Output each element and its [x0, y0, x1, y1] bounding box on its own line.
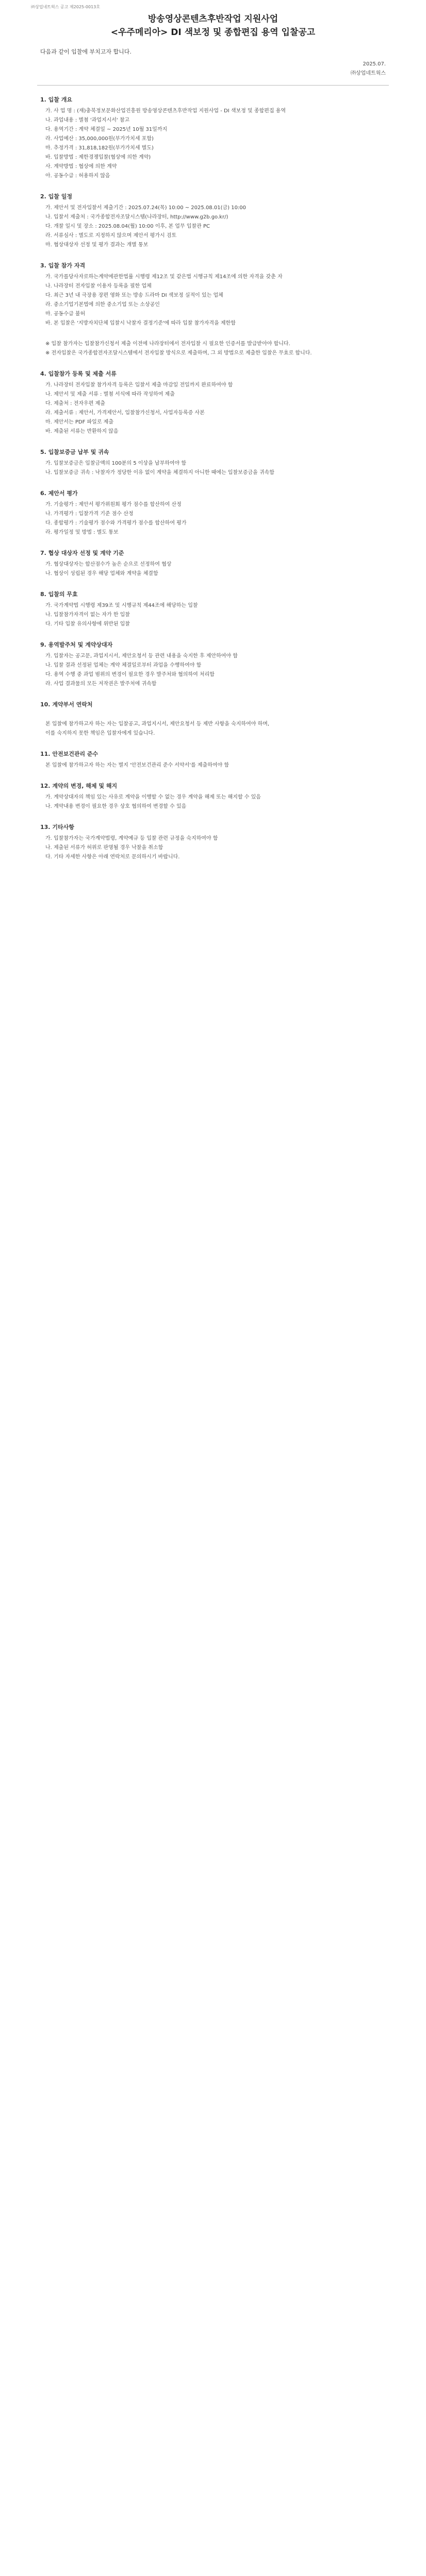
section: [40, 369, 386, 436]
section-line: 다. 용역기간 : 계약 체결일 ~ 2025년 10월 31일까지: [45, 127, 168, 132]
section-heading: 5. 입찰보증금 납부 및 귀속: [40, 449, 109, 455]
section-heading: 11. 안전보건관리 준수: [40, 751, 99, 757]
section: [40, 590, 386, 629]
section: [40, 782, 386, 811]
sections-container: [40, 95, 386, 873]
section-heading: 9. 용역발주처 및 계약상대자: [40, 641, 113, 648]
section-line: 마. 공동수급 불허: [45, 311, 86, 317]
section-line: 가. 입찰자는 공고문, 과업지시서, 제안요청서 등 관련 내용을 숙지한 후 제안하여야 함: [45, 653, 238, 659]
section: [40, 448, 386, 478]
section: [40, 640, 386, 689]
section-heading: 4. 입찰참가 등록 및 제출 서류: [40, 370, 117, 377]
section: [40, 700, 386, 708]
section: [40, 95, 386, 181]
section-line: 나. 과업내용 : 별첨 '과업지시서' 참고: [45, 117, 130, 123]
section-line: 사. 계약방법 : 협상에 의한 계약: [45, 164, 117, 170]
section: [40, 340, 386, 358]
section-line: 다. 기타 입찰 유의사항에 위반된 입찰: [45, 621, 130, 627]
section-line: 나. 입찰참가자격이 없는 자가 한 입찰: [45, 612, 130, 618]
title-line-1: 방송영상콘텐츠후반작업 지원사업: [148, 14, 278, 24]
intro-text: 다음과 같이 입찰에 부치고자 합니다.: [40, 48, 132, 55]
section-line: 라. 사업 결과물의 모든 저작권은 발주처에 귀속함: [45, 681, 157, 687]
section: [40, 489, 386, 537]
section-line: 다. 제출처 : 전자우편 제출: [45, 401, 105, 406]
section-line: 라. 평가일정 및 방법 : 별도 통보: [45, 530, 119, 535]
section: [40, 549, 386, 579]
section-line: 가. 입찰참가자는 국가계약법령, 계약예규 등 입찰 관련 규정을 숙지하여야 함: [45, 836, 218, 841]
section-heading: 3. 입찰 참가 자격: [40, 262, 86, 269]
section-heading: 2. 입찰 일정: [40, 193, 72, 200]
section-line: 나. 가격평가 : 입찰가격 기준 점수 산정: [45, 511, 134, 517]
section-line: 마. 제안서는 PDF 파일로 제출: [45, 419, 113, 425]
section-line: 바. 입찰방법 : 제한경쟁입찰(협상에 의한 계약): [45, 155, 151, 160]
section-heading: 8. 입찰의 무효: [40, 591, 78, 598]
section: [40, 750, 386, 770]
section-heading: 10. 계약부서 연락처: [40, 701, 93, 708]
section-line: 아. 공동수급 : 허용하지 않음: [45, 173, 110, 179]
section-line: 가. 나라장터 전자입찰 참가자격 등록은 입찰서 제출 마감일 전일까지 완료하여야 함: [45, 382, 233, 388]
section-line: 본 입찰에 참가하고자 하는 자는 별지 '안전보건관리 준수 서약서'를 제출하여야 함: [45, 762, 230, 768]
section-line: 가. 제안서 및 전자입찰서 제출기간 : 2025.07.24(목) 10:00 ~ 2025.08.01(금) 10:00: [45, 205, 247, 211]
section-line: 다. 개찰 일시 및 장소 : 2025.08.04(월) 10:00 이후, 본 업무 입찰관 PC: [45, 224, 210, 229]
section-line: 이를 숙지하지 못한 책임은 입찰자에게 있습니다.: [45, 731, 155, 736]
section-heading: 7. 협상 대상자 선정 및 계약 기준: [40, 550, 124, 556]
section-line: 마. 협상대상자 선정 및 평가 결과는 개별 통보: [45, 242, 149, 248]
section-line: 다. 용역 수행 중 과업 범위의 변경이 필요한 경우 발주처와 협의하여 처리함: [45, 672, 215, 677]
section-line: 나. 계약내용 변경이 필요한 경우 상호 협의하여 변경할 수 있음: [45, 804, 187, 809]
section: [40, 823, 386, 862]
section-line: 나. 입찰서 제출처 : 국가종합전자조달시스템(나라장터, http://www.g2b.go.kr/): [45, 214, 228, 220]
notice-date: 2025.07.: [363, 61, 386, 67]
section-line: 가. 협상대상자는 합산점수가 높은 순으로 선정하여 협상: [45, 562, 172, 567]
section-heading: 13. 기타사항: [40, 824, 74, 831]
section-line: 나. 나라장터 전자입찰 이용자 등록을 필한 업체: [45, 283, 152, 289]
section-line: 라. 서류심사 : 별도로 지정하지 않으며 제안서 평가시 검토: [45, 233, 177, 239]
section-line: 바. 본 입찰은 '지방자치단체 입찰시 낙찰자 결정기준'에 따라 입찰 참가자격을 제한함: [45, 320, 236, 326]
section: [40, 720, 386, 738]
section-heading: 12. 계약의 변경, 해제 및 해지: [40, 783, 118, 789]
section-line: 나. 입찰보증금 귀속 : 낙찰자가 정당한 이유 없이 계약을 체결하지 아니한 때에는 입찰보증금을 귀속함: [45, 470, 274, 476]
notice-company: ㈜상업네트웍스: [351, 71, 386, 76]
section-line: 가. 국가를당사자로하는계약에관한법률 시행령 제12조 및 같은법 시행규칙 제14조에 의한 자격을 갖춘 자: [45, 274, 283, 280]
section-line: 가. 기술평가 : 제안서 평가위원회 평가 점수를 합산하여 산정: [45, 502, 182, 507]
section: [40, 261, 386, 328]
section-line: 다. 기타 자세한 사항은 아래 연락처로 문의하시기 바랍니다.: [45, 854, 180, 860]
section-line: ※ 입찰 참가자는 입찰참가신청서 제출 이전에 나라장터에서 전자입찰 시 필요한 인증서를 발급받아야 합니다.: [45, 341, 290, 347]
title-line-2: <우주메리아> DI 색보정 및 종합편집 용역 입찰공고: [110, 27, 316, 38]
section-line: 다. 종합평가 : 기술평가 점수와 가격평가 점수를 합산하여 평가: [45, 520, 187, 526]
section-line: 바. 제출된 서류는 반환하지 않음: [45, 429, 119, 434]
section-line: 가. 계약상대자의 책임 있는 사유로 계약을 이행할 수 없는 경우 계약을 해제 또는 해지할 수 있음: [45, 794, 261, 800]
section-heading: 6. 제안서 평가: [40, 490, 78, 497]
section-line: 다. 최근 3년 내 극장용 장편 영화 또는 방송 드라마 DI 색보정 실적이 있는 업체: [45, 293, 223, 298]
document-header-note: ㈜상업네트웍스 공고 제2025-0013호: [31, 5, 100, 9]
section-line: 가. 사 업 명 : (재)충북정보문화산업진흥원 방송영상콘텐츠후반작업 지원사업 - DI 색보정 및 종합편집 용역: [45, 108, 286, 114]
section: [40, 192, 386, 250]
section-line: ※ 전자입찰은 국가종합전자조달시스템에서 전자입찰 방식으로 제출하며, 그 외 방법으로 제출한 입찰은 무효로 합니다.: [45, 350, 312, 356]
section-line: 가. 국가계약법 시행령 제39조 및 시행규칙 제44조에 해당하는 입찰: [45, 603, 198, 608]
section-line: 본 입찰에 참가하고자 하는 자는 입찰공고, 과업지시서, 제안요청서 등 제반 사항을 숙지하여야 하며,: [45, 721, 270, 727]
section-heading: 1. 입찰 개요: [40, 96, 72, 103]
section-line: 마. 추정가격 : 31,818,182원(부가가치세 별도): [45, 145, 154, 151]
section-line: 나. 협상이 성립된 경우 해당 업체와 계약을 체결함: [45, 571, 158, 577]
section-line: 나. 제출된 서류가 허위로 판명될 경우 낙찰을 취소함: [45, 845, 163, 851]
section-line: 나. 입찰 결과 선정된 업체는 계약 체결일로부터 과업을 수행하여야 함: [45, 663, 202, 668]
section-line: 가. 입찰보증금은 입찰금액의 100분의 5 이상을 납부하여야 함: [45, 461, 187, 466]
section-line: 나. 제안서 및 제출 서류 : 별첨 서식에 따라 작성하여 제출: [45, 392, 175, 397]
section-line: 라. 사업예산 : 35,000,000원(부가가치세 포함): [45, 136, 154, 142]
divider: [37, 85, 389, 86]
section-line: 라. 중소기업기본법에 의한 중소기업 또는 소상공인: [45, 302, 160, 308]
section-line: 라. 제출서류 : 제안서, 가격제안서, 입찰참가신청서, 사업자등록증 사본: [45, 410, 205, 416]
